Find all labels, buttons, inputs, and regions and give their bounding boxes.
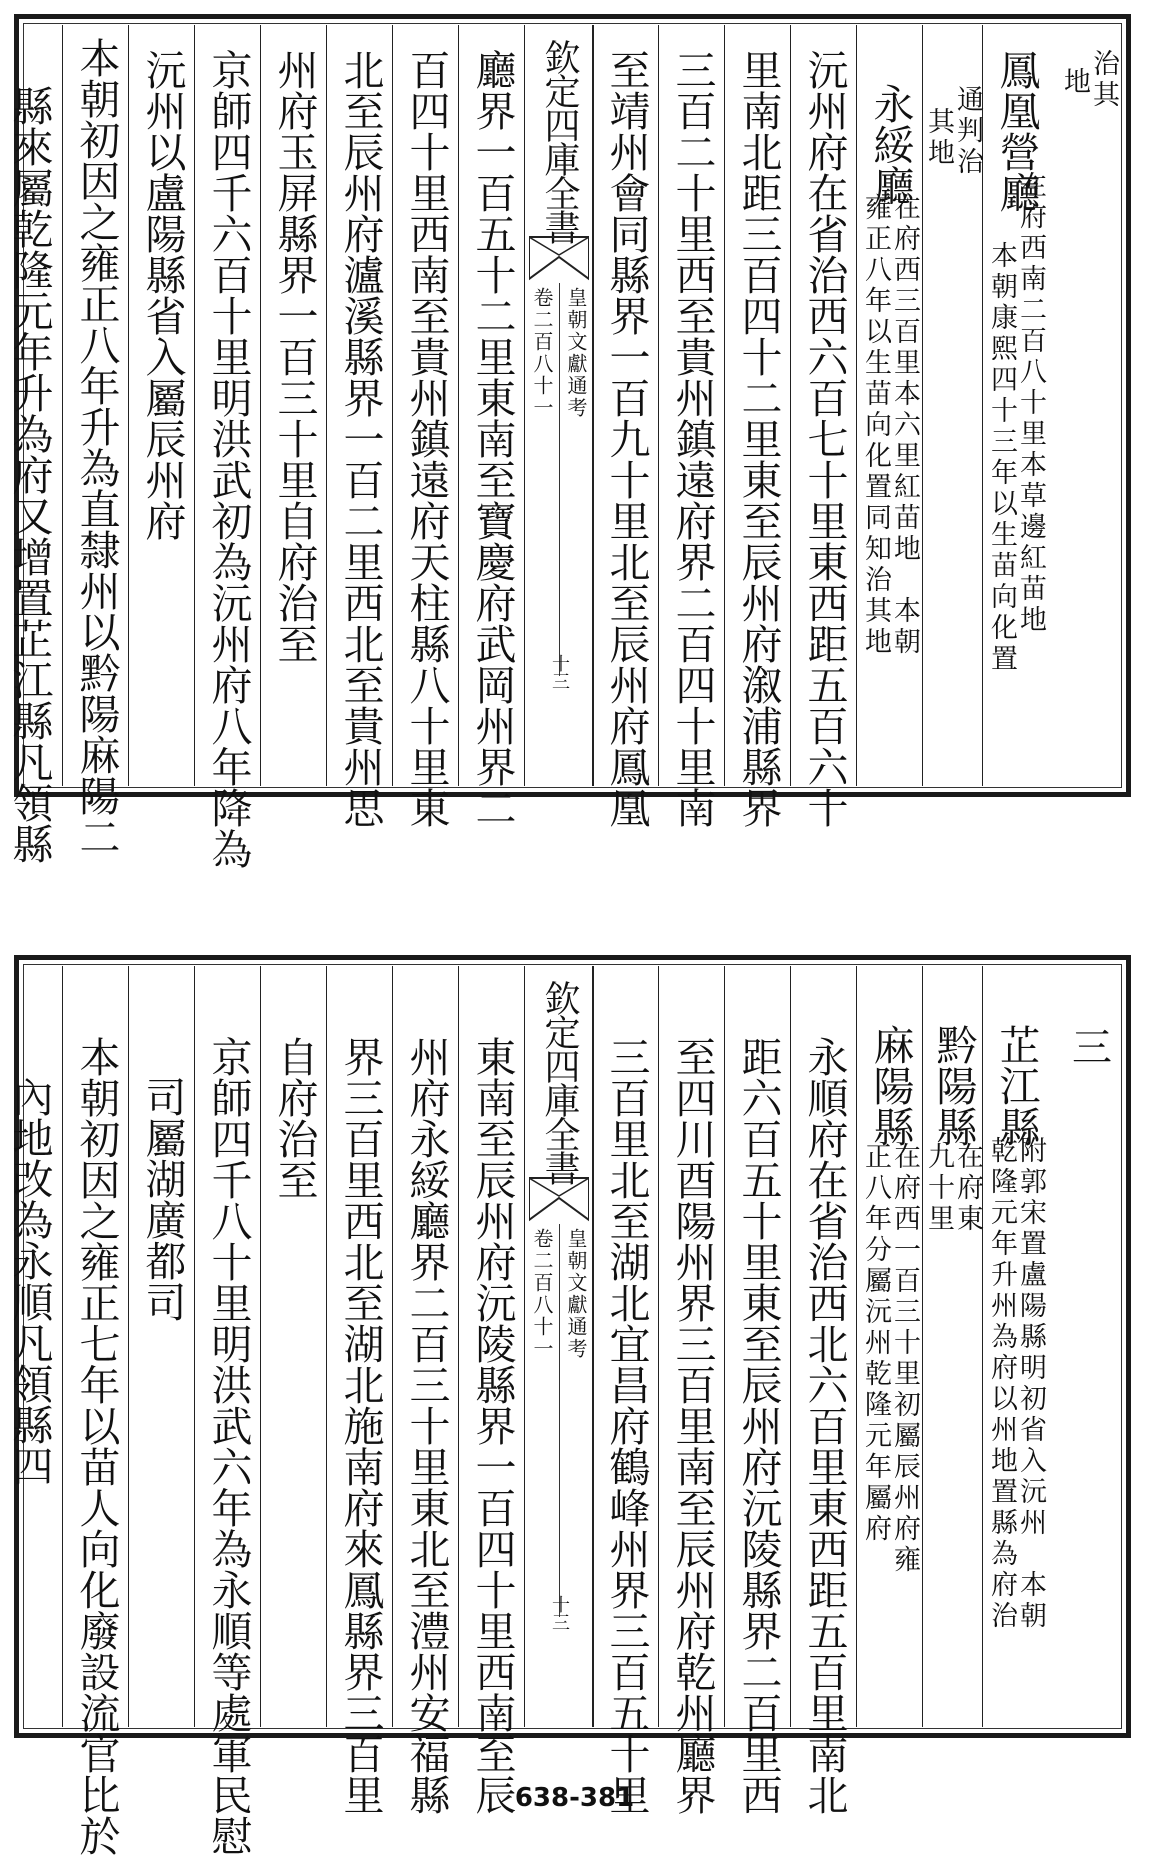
- column-top-10: [392, 25, 459, 828]
- column-top-13: [194, 25, 261, 869]
- note-line: 其地: [923, 107, 954, 169]
- text-line: 至四川酉陽州界三百里南至辰州府乾州廳界: [668, 1036, 717, 1815]
- column-bottom-10: [326, 966, 393, 1815]
- column-bottom-12: [194, 966, 261, 1856]
- note-line: 乾隆元年升州為府以州地置縣為府治: [986, 1136, 1017, 1632]
- text-line: 百四十里西南至貴州鎮遠府天柱縣八十里東: [402, 49, 451, 828]
- text-line: 北至辰州府瀘溪縣界一百二里西北至貴州思: [336, 49, 385, 828]
- column-top-04: [856, 25, 923, 786]
- text-line: 京師四千八十里明洪武六年為永順等處軍民慰: [204, 1036, 253, 1856]
- column-top-05: [790, 25, 857, 828]
- text-line: 東南至辰州府沅陵縣界一百四十里西南至辰: [468, 1036, 517, 1815]
- fish-tail-icon: [529, 1176, 589, 1222]
- text-line: 沅州以盧陽縣省入屬辰州府: [138, 49, 187, 541]
- column-bottom-07: [592, 966, 659, 1815]
- column-top-09: [458, 25, 525, 828]
- note-line: 附郭宋置盧陽縣明初省入沅州 本朝: [1015, 1136, 1046, 1632]
- folio-number: 十三: [549, 654, 570, 690]
- volume-number: 卷二百八十一: [530, 1228, 554, 1360]
- text-line: 三百二十里西至貴州鎮遠府界二百四十里南: [668, 49, 717, 828]
- column-bottom-11: [260, 966, 327, 1727]
- text-line: 司屬湖廣都司: [138, 1076, 187, 1322]
- column-top-01: [1056, 25, 1122, 786]
- upper-page: [5, 14, 1131, 869]
- text-line: 至靖州會同縣界一百九十里北至辰州府鳳凰: [602, 49, 651, 828]
- column-top-02: [982, 25, 1049, 786]
- fish-tail-icon: [529, 235, 589, 281]
- text-line: 州府永綏廳界二百三十里東北至澧州安福縣: [402, 1036, 451, 1815]
- note-line: 在府西南二百八十里本草邊紅苗地: [1015, 171, 1046, 636]
- entry-heading: 鳳凰營廳: [992, 49, 1041, 213]
- page-number: 638-381: [514, 1783, 635, 1813]
- center-gutter: [524, 25, 594, 786]
- book-title: 皇朝文獻通考: [564, 287, 588, 419]
- column-bottom-09: [392, 966, 459, 1815]
- column-top-12: [260, 25, 327, 786]
- column-top-11: [326, 25, 393, 828]
- text-line: 本朝初因之雍正七年以苗人向化廢設流官比於: [72, 1036, 121, 1856]
- column-bottom-04: [790, 966, 857, 1815]
- entry-heading: 永綏廳: [866, 83, 915, 206]
- column-top-03: [922, 25, 983, 786]
- text-line: 里南北距三百四十二里東至辰州府溆浦縣界: [734, 49, 783, 828]
- text-line: 自府治至: [270, 1036, 319, 1200]
- column-bottom-14: [62, 966, 129, 1856]
- volume-number: 卷二百八十一: [530, 287, 554, 419]
- text-line: 距六百五十里東至辰州府沅陵縣界二百里西: [734, 1036, 783, 1815]
- text-line: 州府玉屏縣界一百三十里自府治至: [270, 49, 319, 664]
- note-line: 在府西三百里本六里紅苗地 本朝: [889, 193, 920, 658]
- entry-heading: 麻陽縣: [866, 1024, 915, 1147]
- column-bottom-15: [0, 966, 62, 1727]
- note-line: 雍正八年以生苗向化置同知治其地: [860, 193, 891, 658]
- note-line: 九十里: [923, 1142, 954, 1235]
- entry-heading: 黔陽縣: [929, 1024, 978, 1147]
- text-line: 界三百里西北至湖北施南府來鳳縣界三百里: [336, 1036, 385, 1815]
- note-line: 在府東: [952, 1142, 983, 1235]
- note-line: 正八年分屬沅州乾隆元年屬府: [860, 1142, 891, 1545]
- entry-heading: 芷江縣: [992, 1024, 1041, 1147]
- text-line: 永順府在省治西北六百里東西距五百里南北: [800, 1036, 849, 1815]
- note-line: 治其: [1088, 49, 1119, 111]
- note-line: 本朝康熙四十三年以生苗向化置: [986, 241, 1017, 675]
- text-line: 廳界一百五十二里東南至寶慶府武岡州界二: [468, 49, 517, 828]
- center-gutter: [524, 966, 594, 1727]
- text-line: 三百里北至湖北宜昌府鶴峰州界三百五十里: [602, 1036, 651, 1815]
- column-bottom-margin: [1056, 966, 1122, 1727]
- folio-number: 十三: [549, 1595, 570, 1631]
- column-bottom-03: [856, 966, 923, 1727]
- text-line: 內地改為永順凡領縣四: [5, 1076, 54, 1486]
- column-top-14: [128, 25, 195, 786]
- section-mark: 三: [1065, 1026, 1112, 1066]
- text-line: 本朝初因之雍正八年升為直隸州以黔陽麻陽二: [72, 37, 121, 857]
- column-top-08: [592, 25, 659, 828]
- text-line: 縣來屬乾隆元年升為府又增置芷江縣凡領縣: [5, 85, 54, 864]
- library-title: 欽定四庫全書: [539, 39, 580, 243]
- text-line: 沅州府在省治西六百七十里東西距五百六十: [800, 49, 849, 828]
- column-bottom-08: [458, 966, 525, 1815]
- note-line: 通判治: [952, 85, 983, 178]
- column-bottom-01: [982, 966, 1049, 1727]
- column-bottom-06: [658, 966, 725, 1815]
- column-top-06: [724, 25, 791, 828]
- note-line: 地: [1059, 67, 1090, 98]
- library-title: 欽定四庫全書: [539, 980, 580, 1184]
- column-top-16: [0, 25, 62, 864]
- note-line: 在府西一百三十里初屬辰州府雍: [889, 1142, 920, 1576]
- column-top-07: [658, 25, 725, 828]
- book-title: 皇朝文獻通考: [564, 1228, 588, 1360]
- column-top-15: [62, 25, 129, 857]
- column-bottom-13: [128, 966, 195, 1727]
- column-bottom-02: [922, 966, 983, 1727]
- text-line: 京師四千六百十里明洪武初為沅州府八年降為: [204, 49, 253, 869]
- column-bottom-05: [724, 966, 791, 1815]
